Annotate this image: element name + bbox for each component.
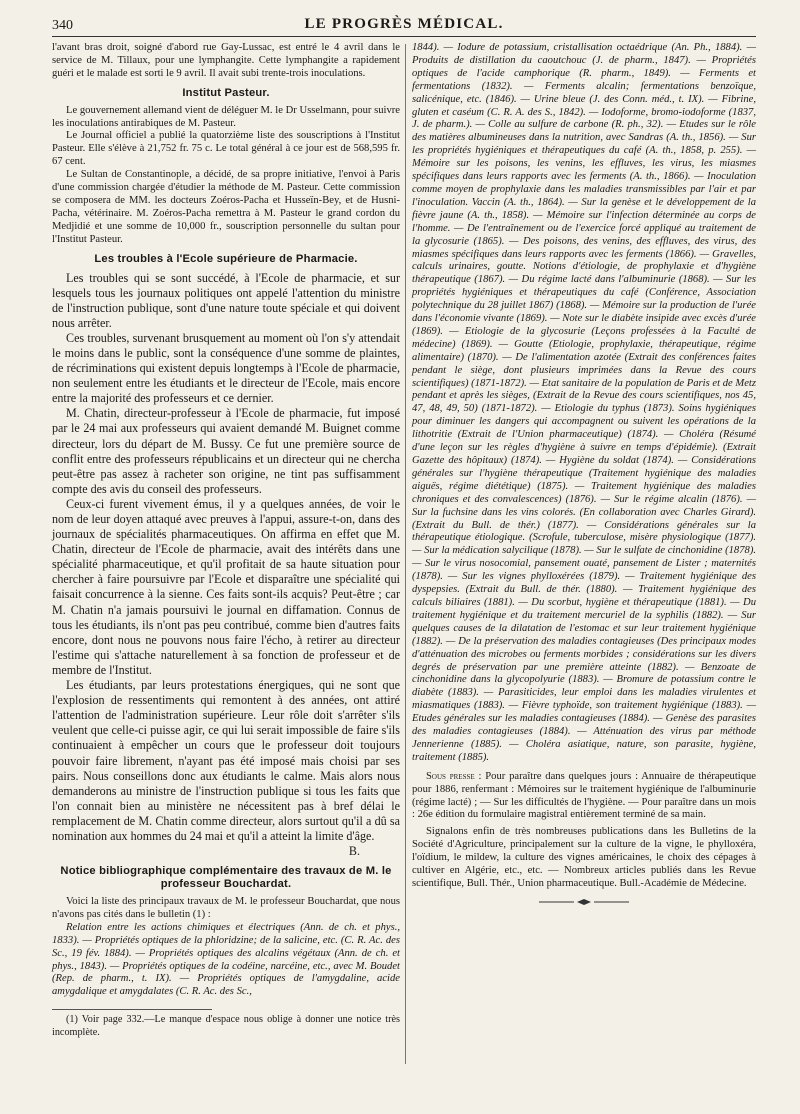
paragraph: Les étudiants, par leurs protestations énergiques, qui ne sont que l'explosion de ressentiments qui remontent à des années, ont attiré l'attention de l'administration supérieure. Leur rôle doit s'arrêter s'ils veulent que celle-ci puisse agir, ce qui lui serait impossible de faire s'ils continuaient à empêcher un cours que le professeur doit toujours pouvoir faire librement, n'ayant pas été imposé mais choisi par ses pairs. Nous conseillons donc aux étudiants le calme. Mais alors nous demanderons au ministre de l'instruction publique si tous les faits que l'on connait bien au ministère ne nécessitent pas à bref délai le remplacement de M. Chatin comme directeur, alors surtout qu'il a dû sa nomination aux hommes du 24 mai et qu'il a atteint la limite d'âge. <box>52 678 400 843</box>
bibliography-paragraph: Relation entre les actions chimiques et électriques (Ann. de ch. et phys., 1833). — Propriétés optiques de la phloridzine; de la salicine, etc. (C. R. Ac. des Sc., 19 fév. 1884). — Propriétés optiques des alcalins végétaux (Ann. de ch. et phys., 1843). — Propriétés optiques de la codéine, narcéine, etc., avec M. Boudet (Rep. de pharm., t. IX). — Propriétés optiques de l'amygdaline, acide amygdalique et amygdalates (C. R. Ac. des Sc., <box>52 921 400 998</box>
running-header <box>52 12 756 38</box>
sous-presse-paragraph <box>412 771 756 823</box>
end-ornament <box>412 897 756 910</box>
right-column <box>412 42 756 910</box>
paragraph: Ces troubles, survenant brusquement au moment où l'on s'y attendait le moins dans le public, sont la conséquence d'une somme de plaintes, de récriminations qui existent depuis longtemps à l'Ecole de pharmacie, non seulement entre les étudiants et le directeur de l'Ecole, mais encore entre la majorité des professeurs et ce dernier. <box>52 330 400 406</box>
paragraph: Ceux-ci furent vivement émus, il y a quelques années, de voir le nom de leur doyen attaqué avec preuves à l'appui, assure-t-on, dans des journaux de spécialités pharmaceutiques. On affirma en effet que M. Chatin, directeur de l'Ecole de pharmacie, avait des intérêts dans une spécialité pharmaceutique, et qu'il profitait de sa haute situation pour chercher à faire poursuivre par l'Ecole et disparaître une spécialité qui faisait concurrence à la sienne. Ces faits sont-ils acquis? Peut-être ; car M. Chatin n'a jamais poursuivi le journal en diffamation. Connus de tous les étudiants, ils n'ont pas peu contribué, comme bien d'autres faits encore, dont nous ne pouvons nous faire l'écho, à retirer au directeur l'estime qui s'attache naturellement à sa fonction de professeur et de membre de l'Institut. <box>52 496 400 677</box>
page-number: 340 <box>52 18 73 33</box>
sous-presse-text: : Pour paraître dans quelques jours : Annuaire de thérapeutique pour 1886, renfermant : Mémoires sur le traitement hygiénique de l'albuminurie (régime lacté) ; — Sur les difficultés de l'hygiène. — Pour paraître dans un mois : 26e édition du formulaire magistral entièrement terminé de sa main. <box>412 770 756 821</box>
sous-presse-label: Sous presse <box>426 770 475 782</box>
bibliography-start <box>52 922 400 999</box>
section-title-institut-pasteur: Institut Pasteur. <box>182 86 270 99</box>
closing-paragraph: Signalons enfin de très nombreuses publications dans les Bulletins de la Société d'Agriculture, principalement sur la culture de la vigne, le phylloxéra, l'oïdium, le mildew, la culture des vignes américaines, le choix des cépages à cultiver en Algérie, etc., etc. — Nombreux articles publiés dans les Revue scientifique, Bull. Thér., Union pharmaceutique. Bull.-Académie de Médecine. <box>412 826 756 889</box>
intro-paragraph: l'avant bras droit, soigné d'abord rue Gay-Lussac, est entré le 4 avril dans le service de M. Tillaux, pour une lymphangite. Cette lymphangite a rapidement guéri et le malade est sorti le 9 avril. Il avait subi trente-trois inoculations. <box>52 42 400 79</box>
pharmacie-article <box>52 271 400 860</box>
bibliography-continued <box>412 42 756 765</box>
footnote: (1) Voir page 332.—Le manque d'espace nous oblige à donner une notice très incomplète. <box>52 1014 400 1039</box>
left-column <box>52 42 400 1040</box>
section-title-troubles-pharmacie: Les troubles à l'Ecole supérieure de Pharmacie. <box>94 252 358 265</box>
header-rule <box>52 36 756 37</box>
paragraph: Les troubles qui se sont succédé, à l'Ecole de pharmacie, et sur lesquels tous les journaux politiques ont appelé l'attention du ministre de l'instruction publique, sont d'une nature toute spéciale et qui doivent nous arrêter. <box>52 270 400 330</box>
paragraph: Voici la liste des principaux travaux de M. le professeur Bouchardat, que nous n'avons pas cités dans le bulletin (1) : <box>52 895 400 920</box>
bibliography-paragraph: 1844). — Iodure de potassium, cristallisation octaédrique (An. Ph., 1884). — Produits de distillation du caoutchouc (J. de pharm., 1847). — Propriétés optiques de l'acide camphorique (R. pharm., 1849). — Ferments et fermentations (1832). — Ferments alcalin; fermentations benzoïque, salicénique, etc. (1846). — Urine bleue (J. des Conn. méd., t. IX). — Fibrine, gluten et caséum (C. R. A. des S., 1842). — Iodoforme, bromo-iodoforme (1837, J. de pharm.). — Colle au sulfure de carbone (R. ph., 32). — Etudes sur le rôle des matières albumineuses dans la nutrition, avec Sandras (A. th., 1856). — Sur les propriétés hygiéniques et thérapeutiques du café (A. th., 1858, p. 255). — Mémoire sur les poisons, les venins, les effluves, les virus, les miasmes spécifiques dans leurs rapports avec les ferments (A. th., 1866). — Inoculation comme moyen de prophylaxie dans les maladies transmissibles par l'air et par l'inoculation. Vaccin (A. th., 1864). — Sur la genèse et le développement de la fièvre jaune (A. th., 1858). — Mémoire sur l'infection déterminée au corps de l'homme. — De l'entraînement ou de l'exercice forcé appliqué au traitement de la glycosurie (1865). — Des poisons, des venins, des effluves, des virus, des miasmes spécifiques dans leurs rapports avec les ferments (1866). — Gravelles, calculs urinaires, goutte. Notions d'étiologie, de prophylaxie et d'hygiène thérapeutique (1867). — Du régime lacté dans l'albuminurie (1868). — Sur les propriétés hygiéniques et thérapeutiques du café (Conférence, Association polytechnique du 28 juillet 1867) (1868). — Mémoire sur la production de l'urée dans l'économie vivante (1869). — Note sur le diabète insipide avec excès d'urée (1869). — Etiologie de la glycosurie (Leçons professées à la Faculté de médecine) (1869). — Goutte (Etiologie, prophylaxie, thérapeutique, régime alimentaire) (1870). — De l'alimentation azotée (Extrait des conférences faites pendant le siège, dont plusieurs imprimées dans la Revue des cours scientifiques) (1871-1872). — Etat sanitaire de la population de Paris et de Metz pendant et après les sièges, (Extrait de la Revue des cours scientifiques, nos 45, 47, 48, 49, 50) (1871-1872). — Etiologie du typhus (1873). Soins hygiéniques pour diminuer les dangers qui accompagnent ou suivent les opérations de la lithotritie (Extrait de l'Union pharmaceutique) (1874). — Choléra (Résumé d'une leçon sur les règles d'hygiène à suivre en temps d'épidémie). (Extrait Gazette des hôpitaux) (1874). — Hygiène du soldat (1874). — Considérations générales sur l'hygiène thérapeutique (Traitement hygiénique des maladies aiguës, régime diététique) (1875). — Traitement hygiénique des maladies chroniques et des convalescences) (1876). — Sur le régime alcalin (1876). — Sur la fuchsine dans les vins colorés. (En collaboration avec Charles Girard). (Extrait du Bull. de thér.) (1877). — Considérations générales sur la thérapeutique étiologique. (Scrofule, tuberculose, misère physiologique (1877). — Sur la médication salycilique (1878). — Sur le sulfate de cinchonidine (1878). — Sur le virus nosocomial, pansement ouaté, pansement de Lister ; maternités (1878). — Sur les vignes phylloxérées (1879). — Traitement hygiénique des dyspepsies. (Extrait du Bull. de thér. (1880). — Traitement hygiénique des calculs biliaires (1881). — Du scorbut, hygiène et thérapeutique (1881). — Du traitement hygiénique et du traitement mercuriel de la syphilis (1882). — Sur quelques causes de la dilatation de l'estomac et sur leur traitement hygiénique (1882). — De la préservation des maladies contagieuses (Des principaux modes d'atténuation des microbes ou ferments morbides ; considérations sur les divers degrés de préservation par une première atteinte (1882). — Benzoate de cinchonidine dans la glycopolyurie (1883). — Bromure de potassium contre le diabète (1883). — Parasiticides, leur emploi dans les maladies virulentes et miasmatiques (1883). — Fièvre typhoïde, son traitement hygiénique (1883). — Etudes générales sur les maladies contagieuses (1884). — Genèse des parasites des maladies contagieuses (1884). — Atténuation des virus par méthode Jennerienne (1885). — Choléra asiatique, nature, son parasite, hygiène, traitement (1885). <box>412 42 756 763</box>
paragraph: M. Chatin, directeur-professeur à l'Ecole de pharmacie, fut imposé par le 24 mai aux professeurs qui avaient demandé M. Buignet comme directeur, lors du départ de M. Bussy. Ce fut une première source de conflit entre des professeurs républicains et un directeur qui ne chercha peut-être pas assez à racheter son origine, ne tint pas suffisamment compte des avis du conseil des professeurs. <box>52 406 400 496</box>
section-title-notice-bouchardat: Notice bibliographique complémentaire des travaux de M. le professeur Bouchardat. <box>60 865 392 891</box>
column-divider <box>405 44 406 1064</box>
paragraph: Le Journal officiel a publié la quatorzième liste des souscriptions à l'Institut Pasteur. Elle s'élève à 21,752 fr. 75 c. Le total général à ce jour est de 568,595 fr. 67 cent. <box>52 130 400 168</box>
paragraph: Le Sultan de Constantinople, a décidé, de sa propre initiative, l'envoi à Paris d'une commission chargée d'étudier la méthode de M. Pasteur. Cette commission se composera de MM. les docteurs Zoéros-Pacha et Husseïn-Bey, et de Husni-Pacha, vétérinaire. M. Zoéros-Pacha remettra à M. Pasteur le grand cordon du Medjidié et une somme de 10,000 fr., souscription personnelle du sultan pour l'Institut Pasteur. <box>52 169 400 245</box>
paragraph: Le gouvernement allemand vient de déléguer M. le Dr Usselmann, pour suivre les inoculations antirabiques de M. Pasteur. <box>52 104 400 129</box>
signature: B. <box>348 844 360 859</box>
footnote-rule <box>52 1009 212 1010</box>
journal-title: LE PROGRÈS MÉDICAL. <box>304 16 504 32</box>
